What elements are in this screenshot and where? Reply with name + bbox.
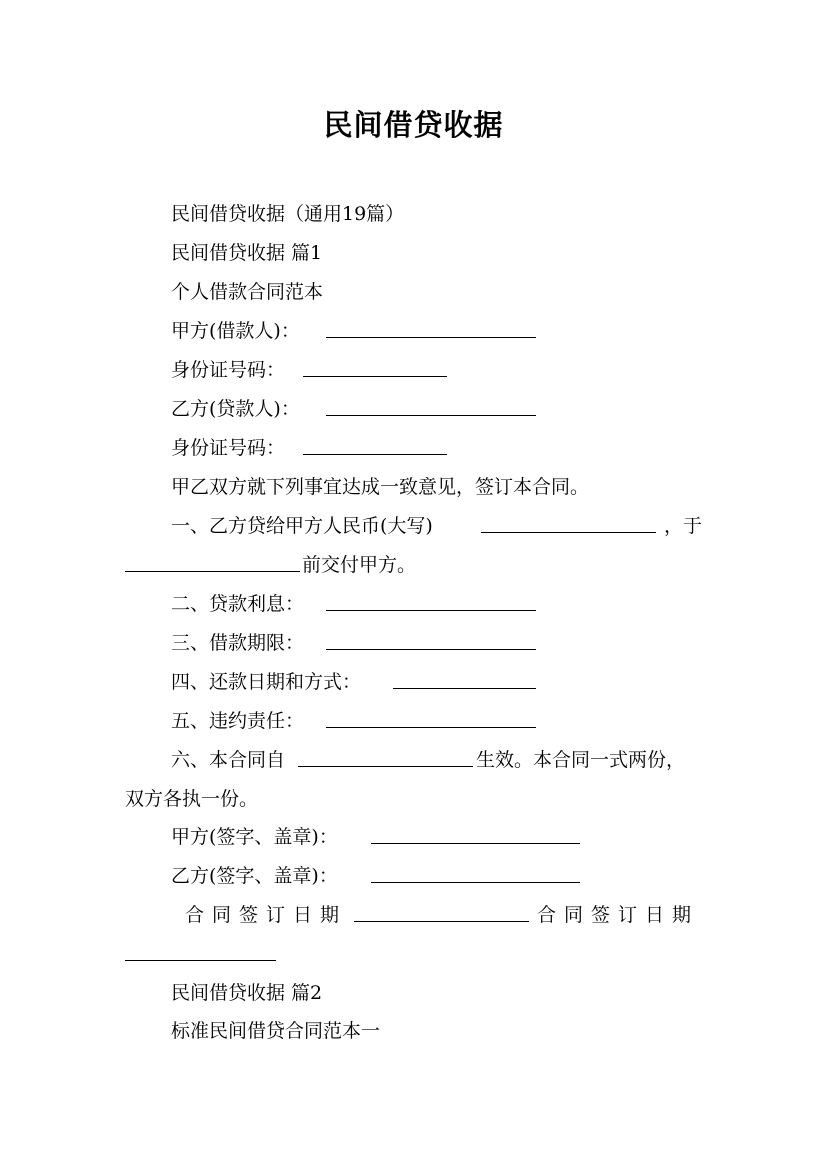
clause-2-label: 二、贷款利息： bbox=[171, 593, 305, 615]
clause-4-blank bbox=[393, 688, 536, 689]
clause-6-blank bbox=[298, 766, 473, 767]
sign-b-line bbox=[0, 861, 827, 891]
clause-1-amount-blank bbox=[481, 532, 656, 533]
sign-a-line bbox=[0, 822, 827, 852]
clause-3-label: 三、借款期限： bbox=[171, 632, 305, 654]
party-a-id-blank bbox=[303, 376, 447, 377]
clause-3-line bbox=[0, 628, 827, 658]
agreement-text: 甲乙双方就下列事宜达成一致意见，签订本合同。 bbox=[171, 476, 590, 498]
sign-b-blank bbox=[371, 882, 580, 883]
party-a-label: 甲方(借款人)： bbox=[171, 320, 300, 342]
party-b-blank bbox=[326, 415, 536, 416]
sign-date-line bbox=[0, 900, 827, 930]
contract-title-2-text: 标准民间借贷合同范本一 bbox=[171, 1020, 381, 1042]
clause-6-cont-text: 双方各执一份。 bbox=[125, 788, 259, 810]
contract-title-line bbox=[0, 277, 827, 307]
agreement-line bbox=[0, 472, 827, 502]
section-heading-1 bbox=[0, 238, 827, 268]
party-b-id-label: 身份证号码： bbox=[171, 437, 286, 459]
clause-3-blank bbox=[326, 649, 536, 650]
party-a-blank bbox=[326, 337, 536, 338]
clause-1-cont-line bbox=[0, 550, 827, 580]
subtitle-text: 民间借贷收据（通用19篇） bbox=[171, 203, 405, 225]
section-heading-1-text: 民间借贷收据 篇1 bbox=[171, 242, 323, 264]
subtitle-line bbox=[0, 199, 827, 229]
clause-1-line bbox=[0, 511, 827, 541]
contract-title-2-line bbox=[0, 1016, 827, 1046]
sign-date-label-1: 合同签订日期 bbox=[185, 904, 348, 926]
party-a-id-line bbox=[0, 355, 827, 385]
clause-1-cont-text: 前交付甲方。 bbox=[302, 554, 417, 576]
clause-6-cont-line bbox=[0, 784, 827, 814]
sign-date-blank-2 bbox=[125, 960, 276, 961]
sign-a-blank bbox=[371, 843, 580, 844]
clause-4-label: 四、还款日期和方式： bbox=[171, 671, 362, 693]
clause-6-label: 六、本合同自 bbox=[171, 749, 286, 771]
sign-a-label: 甲方(签字、盖章)： bbox=[171, 826, 338, 848]
sign-date-cont-line bbox=[0, 939, 827, 969]
party-b-id-blank bbox=[303, 454, 447, 455]
section-heading-2 bbox=[0, 978, 827, 1008]
clause-4-line bbox=[0, 667, 827, 697]
sign-date-label-2: 合同签订日期 bbox=[537, 904, 700, 926]
sign-date-blank-1 bbox=[354, 921, 529, 922]
clause-5-line bbox=[0, 706, 827, 736]
section-heading-2-text: 民间借贷收据 篇2 bbox=[171, 982, 323, 1004]
clause-1-label: 一、乙方贷给甲方人民币(大写) bbox=[171, 515, 433, 537]
party-a-line bbox=[0, 316, 827, 346]
contract-title-text: 个人借款合同范本 bbox=[171, 281, 324, 303]
clause-6-suffix: 生效。本合同一式两份， bbox=[476, 749, 686, 771]
clause-6-line bbox=[0, 745, 827, 775]
clause-5-label: 五、违约责任： bbox=[171, 710, 305, 732]
sign-b-label: 乙方(签字、盖章)： bbox=[171, 865, 338, 887]
party-b-line bbox=[0, 394, 827, 424]
party-a-id-label: 身份证号码： bbox=[171, 359, 286, 381]
clause-2-blank bbox=[326, 610, 536, 611]
party-b-label: 乙方(贷款人)： bbox=[171, 398, 300, 420]
clause-1-date-blank bbox=[125, 571, 300, 572]
document-title: 民间借贷收据 bbox=[323, 108, 504, 142]
clause-5-blank bbox=[326, 727, 536, 728]
party-b-id-line bbox=[0, 433, 827, 463]
clause-1-suffix: ，于 bbox=[664, 515, 703, 537]
clause-2-line bbox=[0, 589, 827, 619]
